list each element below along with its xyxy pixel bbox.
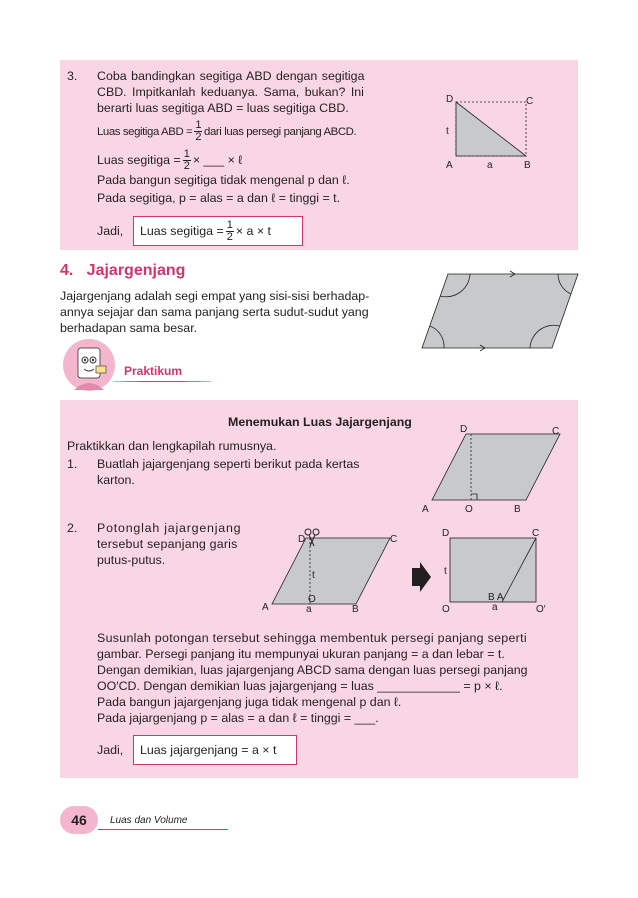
section4-line3: berhadapan sama besar.	[60, 321, 198, 335]
section-title: 4. Jajargenjang	[60, 262, 186, 279]
item3-line4	[97, 118, 356, 146]
paragraph-line4: OO′CD. Dengan demikian luas jajargenjang = luas ____________ = p × ℓ.	[97, 679, 503, 693]
label-a-base: a	[487, 160, 493, 171]
triangle-abd	[456, 102, 526, 156]
label-t: t	[444, 566, 447, 577]
step2-line2: tersebut sepanjang garis	[97, 537, 238, 551]
activity-title: Menemukan Luas Jajargenjang	[228, 415, 412, 429]
step1-line2: karton.	[97, 473, 135, 487]
rectangle-rearranged-figure	[438, 526, 558, 616]
step1-number: 1.	[67, 457, 78, 471]
parallelogram-formula-box: Luas jajargenjang = a × t	[133, 735, 297, 765]
label-d: D	[446, 94, 454, 105]
label-d: D	[442, 528, 450, 539]
praktikum-mascot-icon	[60, 336, 118, 394]
label-b: B	[524, 160, 531, 171]
parallelogram-abcd-figure	[416, 420, 576, 514]
label-c: C	[532, 528, 540, 539]
praktikum-label: Praktikum	[124, 364, 183, 378]
triangle-formula-box: Luas segitiga = $\frac{1}{2}$ × a × t	[133, 216, 303, 246]
label-a: A	[422, 504, 429, 514]
paragraph-line5: Pada bangun jajargenjang juga tidak mengenal p dan ℓ.	[97, 695, 402, 709]
label-d: D	[460, 424, 468, 435]
label-a-base: a	[492, 602, 498, 613]
item3-line7: Pada segitiga, p = alas = a dan ℓ = tinggi = t.	[97, 191, 341, 205]
parallelogram-shape	[432, 434, 560, 500]
item3-line5	[97, 146, 242, 174]
footer-underline	[98, 829, 228, 830]
label-o-prime: O′	[536, 604, 546, 615]
footer-title: Luas dan Volume	[110, 815, 188, 826]
section4-line2: annya sejajar dan sama panjang serta sudut-sudut yang	[60, 305, 369, 319]
triangle-rectangle-figure	[440, 88, 552, 178]
fraction-half: $\frac{1}{2}$	[195, 119, 202, 144]
step1-line1: Buatlah jajargenjang seperti berikut pada kertas	[97, 457, 360, 471]
paragraph-line2: gambar. Persegi panjang itu mempunyai ukuran panjang = a dan lebar = t.	[97, 647, 505, 661]
label-a: A	[262, 602, 269, 613]
label-b: B	[514, 504, 521, 514]
praktikum-underline	[112, 381, 212, 382]
step2-number: 2.	[67, 521, 78, 535]
item3-line1: Coba bandingkan segitiga ABD dengan segitiga	[97, 69, 365, 83]
parallelogram-cut-figure	[256, 526, 406, 616]
parallelogram-angles-figure	[418, 268, 588, 356]
paragraph-line3: Dengan demikian, luas jajargenjang ABCD sama dengan luas persegi panjang	[97, 663, 528, 677]
item3-jadi: Jadi,	[97, 224, 124, 238]
fraction-half: $\frac{1}{2}$	[226, 219, 233, 244]
paragraph-line6: Pada jajargenjang p = alas = a dan ℓ = tinggi = ___.	[97, 711, 379, 725]
paragraph-line1: Susunlah potongan tersebut sehingga membentuk persegi panjang seperti	[97, 631, 527, 645]
step2-line1: Potonglah jajargenjang	[97, 521, 242, 535]
step2-line3: putus-putus.	[97, 553, 166, 567]
page-number-badge	[60, 806, 98, 834]
parallelogram-shape	[422, 274, 578, 348]
item3-line5-a: Luas segitiga =	[97, 153, 181, 167]
label-a-base: a	[306, 604, 312, 615]
page-number: 46	[71, 812, 87, 828]
parallelogram-shape	[272, 538, 390, 604]
label-o: O	[465, 504, 473, 514]
item3-line4-b: dari luas persegi panjang ABCD.	[204, 126, 357, 138]
label-t: t	[312, 570, 315, 581]
label-o: O	[442, 604, 450, 615]
label-c: C	[552, 426, 560, 437]
item3-line4-a: Luas segitiga ABD =	[97, 126, 193, 138]
label-a: A	[446, 160, 453, 171]
item3-number: 3.	[67, 69, 78, 83]
label-c: C	[390, 534, 398, 545]
label-t: t	[446, 126, 449, 137]
label-b-a: B A	[488, 592, 504, 603]
fraction-half: $\frac{1}{2}$	[183, 148, 190, 173]
arrow-right-icon	[410, 562, 432, 592]
activity-jadi: Jadi,	[97, 743, 124, 757]
item3-line3: berarti luas segitiga ABD = luas segitiga CBD.	[97, 101, 349, 115]
item3-line2: CBD. Impitkanlah keduanya. Sama, bukan? Ini	[97, 85, 364, 99]
item3-line5-b: × ___ × ℓ	[192, 153, 243, 167]
label-c: C	[526, 96, 534, 107]
activity-intro: Praktikkan dan lengkapilah rumusnya.	[67, 439, 277, 453]
item3-line6: Pada bangun segitiga tidak mengenal p dan ℓ.	[97, 173, 350, 187]
label-o: O	[308, 594, 316, 605]
section4-line1: Jajargenjang adalah segi empat yang sisi-sisi berhadap-	[60, 289, 370, 303]
label-b: B	[352, 604, 359, 615]
label-d: D	[298, 534, 306, 545]
